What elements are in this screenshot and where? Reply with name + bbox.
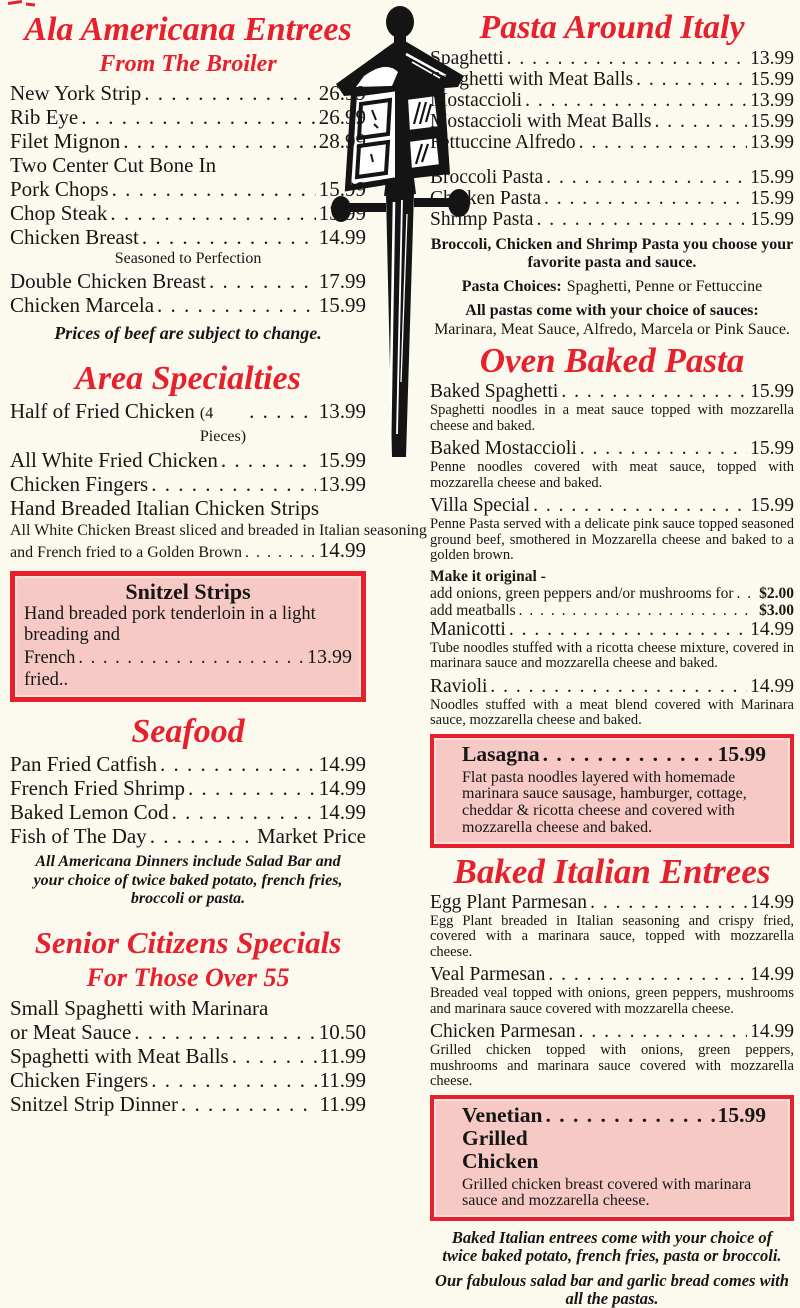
menu-item-row (10, 521, 427, 540)
menu-item-row (10, 449, 366, 472)
item-price: 13.99 (318, 399, 366, 423)
menu-item-row (430, 48, 794, 69)
item-name: Small Spaghetti with Marinara (10, 996, 269, 1020)
item-price: 13.99 (750, 90, 794, 111)
section-lasagna (430, 734, 794, 848)
item-price: 14.99 (750, 675, 794, 697)
item-name: Villa Special (430, 495, 531, 516)
menu-item-row (10, 1021, 366, 1044)
section-footnote: Baked Italian entrees come with your choice of twice baked potato, french fries, pasta or broccoli. (442, 1228, 782, 1265)
box-title-row (462, 743, 766, 766)
item-desc: Egg Plant breaded in Italian seasoning and crispy fried, covered with a marinara sauce, topped with mozzarella cheese. (430, 912, 794, 960)
section-title: Oven Baked Pasta (479, 341, 745, 380)
menu-item-row (10, 801, 366, 824)
dot-leader (490, 676, 747, 697)
item-price: Market Price (256, 824, 366, 848)
item-note: Seasoned to Perfection (114, 250, 262, 267)
menu-item-row (10, 538, 366, 562)
item-name: Chicken Fingers (10, 1068, 149, 1092)
item-desc: Spaghetti noodles in a meat sauce topped with mozzarella cheese and baked. (430, 402, 794, 434)
section-subtitle: For Those Over 55 (86, 963, 290, 992)
item-name: Chop Steak (10, 201, 108, 225)
item-desc: Penne noodles covered with meat sauce, topped with mozzarella cheese and baked. (430, 459, 794, 491)
menu-item-row (430, 619, 794, 640)
item-price: 15.99 (318, 177, 366, 201)
item-name: Half of Fried Chicken (10, 399, 195, 423)
note-line (430, 321, 794, 339)
dot-leader (636, 69, 747, 90)
menu-item-row (10, 497, 366, 520)
dot-leader (580, 438, 747, 459)
menu-item-row (430, 188, 794, 209)
item-name: Veal Parmesan (430, 964, 546, 986)
menu-item-row (10, 473, 366, 496)
item-price: 26.99 (318, 81, 366, 105)
section-ala (10, 10, 366, 344)
menu-item-row (430, 381, 794, 402)
item-price: 15.99 (750, 111, 794, 132)
right-column (430, 0, 794, 1307)
box-title: Venetian Grilled Chicken (462, 1102, 543, 1173)
item-name: All White Chicken Breast sliced and breaded in Italian seasoning (10, 522, 427, 539)
menu-item-row (10, 1045, 366, 1068)
item-name: Spaghetti with Meat Balls (10, 1044, 229, 1068)
item-price: 14.99 (750, 618, 794, 640)
item-price: 13.99 (750, 48, 794, 69)
menu-item-row (10, 178, 366, 201)
item-name: Mostaccioli (430, 90, 523, 111)
item-name: Mostaccioli with Meat Balls (430, 111, 652, 132)
section-area (10, 359, 427, 562)
note-line (430, 236, 794, 272)
item-name: Broccoli Pasta (430, 167, 544, 188)
dot-leader (579, 132, 747, 153)
menu-item-row (430, 568, 794, 585)
section-pasta (430, 8, 794, 339)
dot-leader (245, 543, 316, 562)
menu-item-row (10, 294, 366, 317)
section-title: Area Specialties (75, 360, 301, 397)
item-price: 15.99 (750, 188, 794, 209)
item-price: 14.99 (318, 752, 366, 776)
highlight-box (430, 1095, 794, 1222)
menu-item-row (430, 132, 794, 153)
item-name: Fish of The Day (10, 824, 147, 848)
section-senior (10, 923, 366, 1116)
dot-leader (509, 619, 747, 640)
item-name: Make it original - (430, 567, 546, 585)
dot-leader (78, 647, 304, 669)
section-title: Baked Italian Entrees (453, 851, 771, 891)
section-title: Senior Citizens Specials (34, 925, 342, 960)
item-name: Egg Plant Parmesan (430, 891, 588, 913)
menu-item-row (430, 676, 794, 697)
item-price: 15.99 (318, 293, 366, 317)
menu-item-row (430, 585, 794, 602)
item-desc: Penne Pasta served with a delicate pink sauce topped seasoned ground beef, smothered in Mozzarella cheese and baked to a golden brown. (430, 516, 794, 563)
item-name: Spaghetti (430, 48, 504, 69)
menu-item-row (430, 111, 794, 132)
item-name: French Fried Shrimp (10, 776, 185, 800)
menu-item-row (430, 964, 794, 985)
section-bottom-notes (430, 1229, 794, 1307)
item-price: 26.99 (318, 105, 366, 129)
item-price: 15.99 (318, 448, 366, 472)
item-name: Shrimp Pasta (430, 209, 534, 230)
item-desc: Noodles stuffed with a meat blend covered with Marinara sauce, mozzarella cheese and baked. (430, 696, 794, 728)
dot-leader (525, 90, 747, 111)
box-heading: Snitzel Strips (125, 579, 251, 604)
dot-leader (736, 585, 756, 602)
item-name: Manicotti (430, 618, 506, 640)
item-price: 15.99 (750, 495, 794, 516)
dot-leader (545, 1104, 714, 1127)
item-price: 28.99 (318, 129, 366, 153)
item-price: 14.99 (318, 538, 366, 562)
box-price: 13.99 (307, 646, 352, 668)
dot-leader (81, 106, 316, 129)
dot-leader (188, 777, 316, 800)
note-line (430, 278, 794, 296)
menu-item-row (10, 825, 366, 848)
dot-leader (249, 400, 316, 423)
item-price: 14.99 (750, 1021, 794, 1043)
box-title-row (462, 1104, 766, 1173)
menu-item-row (10, 154, 366, 177)
menu-item-row (430, 602, 794, 619)
box-price-text: French fried.. (24, 648, 76, 690)
item-name: Filet Mignon (10, 129, 121, 153)
menu-item-row (10, 777, 366, 800)
item-price: 15.99 (750, 167, 794, 188)
section-notes (430, 236, 794, 339)
menu-item-row (430, 167, 794, 188)
dot-leader (543, 743, 715, 766)
item-name: or Meat Sauce (10, 1020, 132, 1044)
item-price: 10.50 (318, 1020, 366, 1044)
item-name: Pan Fried Catfish (10, 752, 157, 776)
dot-leader (221, 449, 316, 472)
item-price: 11.99 (319, 1044, 366, 1068)
dot-leader (144, 82, 315, 105)
menu-item-row (430, 1021, 794, 1042)
menu-item-row (10, 130, 366, 153)
menu-item-row (10, 106, 366, 129)
menu-item-row (430, 892, 794, 913)
menu-item-row (10, 226, 366, 249)
item-name: Baked Spaghetti (430, 381, 559, 402)
item-desc: Breaded veal topped with onions, green peppers, mushrooms and marinara sauce covered with mozzarella cheese. (430, 985, 794, 1017)
dot-leader (232, 1045, 317, 1068)
menu-item-row (10, 1093, 366, 1116)
item-name: and French fried to a Golden Brown (10, 544, 242, 561)
menu-item-row (10, 270, 366, 293)
item-price: 14.99 (318, 776, 366, 800)
section-baked (430, 852, 794, 1090)
item-price: 13.99 (318, 472, 366, 496)
dot-leader (157, 294, 316, 317)
item-price: 14.99 (750, 964, 794, 986)
item-name: add meatballs (430, 601, 516, 619)
box-price: 15.99 (717, 741, 766, 766)
item-price: 14.99 (750, 891, 794, 913)
item-desc: Grilled chicken topped with onions, green peppers, mushrooms and marinara sauce covered with mozzarella cheese. (430, 1042, 794, 1090)
item-price: $3.00 (759, 601, 794, 619)
section-footnote: Prices of beef are subject to change. (54, 323, 322, 343)
note-text: All pastas come with your choice of sauces: (465, 302, 759, 319)
menu-item-row (430, 90, 794, 111)
menu-item-row (430, 209, 794, 230)
dot-leader (172, 801, 316, 824)
dot-leader (134, 1021, 315, 1044)
menu-item-row (10, 400, 366, 448)
item-name: Double Chicken Breast (10, 269, 206, 293)
item-name: All White Fried Chicken (10, 448, 218, 472)
item-price: 15.99 (750, 209, 794, 230)
item-name: Baked Lemon Cod (10, 800, 169, 824)
note-text: Marinara, Meat Sauce, Alfredo, Marcela or Pink Sauce. (434, 321, 790, 338)
dot-leader (533, 495, 747, 516)
dot-leader (507, 48, 747, 69)
dot-leader (151, 1069, 316, 1092)
section-snitzel (10, 571, 366, 702)
item-name: Chicken Fingers (10, 472, 149, 496)
menu-item-row (10, 202, 366, 225)
item-name: add onions, green peppers and/or mushrooms for (430, 584, 734, 602)
item-price: 11.99 (319, 1092, 366, 1116)
section-footnote: Our fabulous salad bar and garlic bread comes with all the pastas. (435, 1271, 789, 1308)
section-oven (430, 341, 794, 729)
item-price: 11.99 (319, 1068, 366, 1092)
note-text: Broccoli, Chicken and Shrimp Pasta you choose your favorite pasta and sauce. (430, 236, 794, 271)
box-price: 15.99 (717, 1102, 766, 1127)
item-price: 14.99 (318, 225, 366, 249)
menu-item-row (430, 495, 794, 516)
menu-item-row (10, 997, 366, 1020)
dot-leader (181, 1093, 317, 1116)
menu-item-row (10, 1069, 366, 1092)
dot-leader (519, 602, 756, 619)
section-title: Pasta Around Italy (479, 9, 745, 46)
note-lead: Pasta Choices: (461, 278, 562, 295)
box-body: Hand breaded pork tenderloin in a light breading and (24, 604, 316, 645)
item-name: Chicken Parmesan (430, 1021, 576, 1043)
item-price: 14.99 (318, 800, 366, 824)
section-title: Ala Americana Entrees (24, 11, 352, 48)
menu-item-row (430, 69, 794, 90)
highlight-box (430, 734, 794, 848)
section-title: Seafood (131, 713, 245, 750)
item-price: 17.99 (318, 269, 366, 293)
item-name: New York Strip (10, 81, 142, 105)
dot-leader (536, 209, 747, 230)
menu-item-row (10, 82, 366, 105)
dot-leader (546, 167, 747, 188)
box-title: Lasagna (462, 741, 540, 766)
dot-leader (209, 270, 316, 293)
item-name: Two Center Cut Bone In (10, 153, 217, 177)
highlight-box (10, 571, 366, 702)
item-desc: Tube noodles stuffed with a ricotta cheese mixture, covered in marinara sauce and mozzarella cheese and baked. (430, 639, 794, 671)
menu-item-row (430, 438, 794, 459)
section-footnote: All Americana Dinners include Salad Bar and (35, 853, 341, 870)
item-price: 13.99 (750, 132, 794, 153)
dot-leader (142, 226, 316, 249)
item-name: Chicken Breast (10, 225, 139, 249)
box-desc: Grilled chicken breast covered with marinara sauce and mozzarella cheese. (462, 1175, 752, 1210)
dot-leader (561, 381, 747, 402)
box-desc: Flat pasta noodles layered with homemade marinara sauce sausage, hamburger, cottage, cheddar & ricotta cheese and covered with mozzarella cheese and baked. (462, 768, 747, 836)
dot-leader (544, 188, 747, 209)
item-price: 15.99 (750, 381, 794, 402)
item-name: Hand Breaded Italian Chicken Strips (10, 496, 320, 520)
section-footnote: your choice of twice baked potato, french fries, broccoli or pasta. (33, 872, 343, 907)
item-price: 15.99 (750, 438, 794, 459)
item-price: 15.99 (750, 69, 794, 90)
dot-leader (655, 111, 748, 132)
item-price: 13.99 (318, 201, 366, 225)
dot-leader (110, 202, 315, 225)
section-venetian (430, 1095, 794, 1222)
item-name: Snitzel Strip Dinner (10, 1092, 178, 1116)
item-price: $2.00 (759, 584, 794, 602)
menu-item-row (10, 753, 366, 776)
section-seafood (10, 712, 366, 908)
dot-leader (548, 964, 747, 985)
left-column (10, 0, 427, 1117)
section-subtitle: From The Broiler (99, 51, 277, 77)
item-name: Baked Mostaccioli (430, 438, 577, 459)
dot-leader (590, 892, 747, 913)
note-line (430, 302, 794, 320)
item-name: Chicken Pasta (430, 188, 542, 209)
item-name: Pork Chops (10, 177, 109, 201)
dot-leader (579, 1021, 747, 1042)
dot-leader (112, 178, 316, 201)
note-text: Spaghetti, Penne or Fettuccine (566, 278, 763, 295)
item-name: Rib Eye (10, 105, 79, 129)
dot-leader (123, 130, 315, 153)
dot-leader (151, 473, 316, 496)
box-price-row (24, 646, 352, 691)
item-name: Fettuccine Alfredo (430, 132, 576, 153)
dot-leader (160, 753, 316, 776)
dot-leader (150, 825, 254, 848)
item-name: Ravioli (430, 675, 488, 697)
item-name: Chicken Marcela (10, 293, 155, 317)
item-suffix: (4 Pieces) (199, 405, 247, 445)
item-name: Spaghetti with Meat Balls (430, 69, 634, 90)
